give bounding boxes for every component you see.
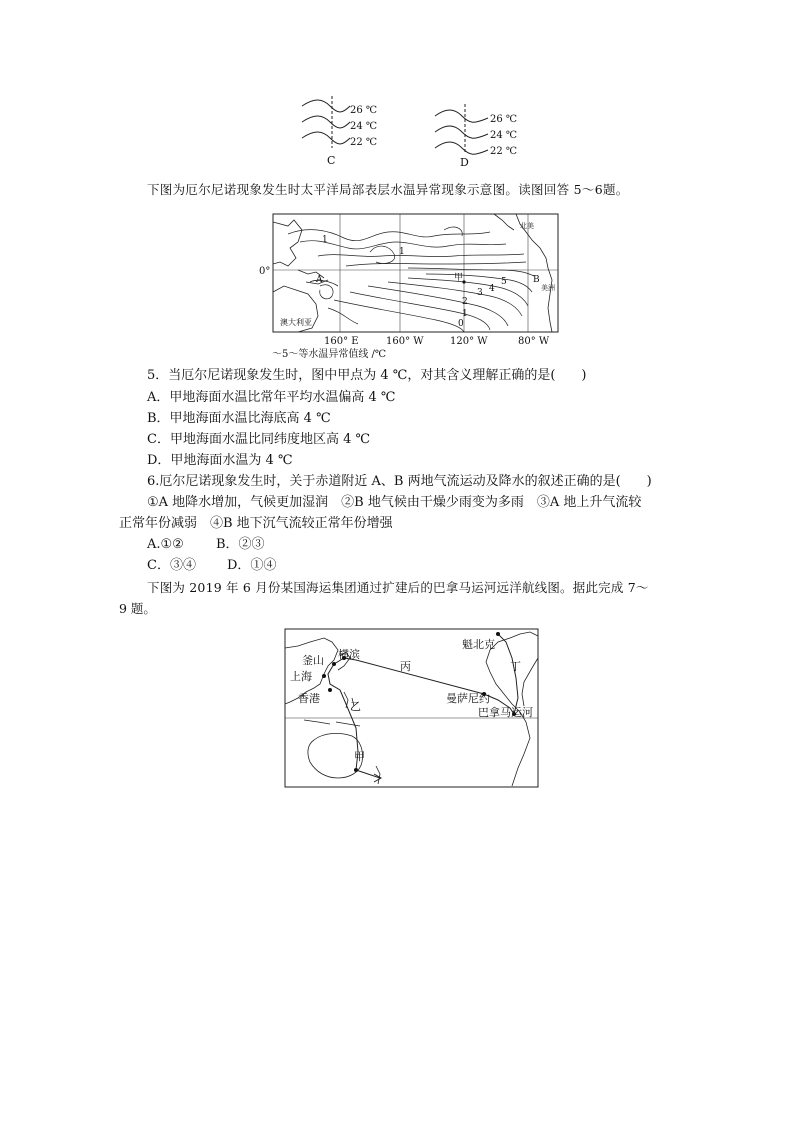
q5-stem: 5．当厄尔尼诺现象发生时，图中甲点为 4 ℃，对其含义理解正确的是( ): [147, 368, 587, 383]
c-temp-22: 22 ℃: [350, 137, 378, 148]
contour-label-4: 4: [489, 284, 495, 294]
q6-statements-1: ①A 地降水增加，气候更加湿润 ②B 地气候由干燥少雨变为多雨 ③A 地上升气流较: [147, 495, 642, 510]
label-ding: 丁: [510, 660, 521, 673]
q5-option-b: B．甲地海面水温比海底高 4 ℃: [147, 411, 331, 426]
q5-option-c: C．甲地海面水温比同纬度地区高 4 ℃: [147, 432, 371, 447]
map1-legend: ～5～等水温异常值线 /℃: [272, 349, 387, 358]
contour-label-3: 3: [477, 288, 483, 298]
label-quebec: 魁北克: [462, 638, 495, 651]
point-a-label: A: [316, 275, 323, 285]
quebec-dot: [496, 632, 500, 636]
d-isotherm-22: [435, 142, 488, 154]
q6-option-c: C．③④: [147, 558, 196, 573]
lon-80w: 80° W: [518, 336, 550, 347]
hongkong-dot: [328, 688, 332, 692]
jia-label: 甲: [454, 273, 464, 283]
label-bing: 丙: [400, 660, 411, 673]
map-el-nino: [258, 212, 568, 358]
america-label: 美洲: [541, 284, 555, 292]
d-isotherm-24: [435, 126, 488, 138]
map-shipping-route: [284, 628, 540, 790]
contour-label-2: 2: [462, 297, 468, 307]
contour-label-1c: 1: [462, 309, 468, 319]
q6-stem: 6.厄尔尼诺现象发生时，关于赤道附近 A、B 两地气流运动及降水的叙述正确的是( ): [147, 474, 652, 489]
c-temp-26: 26 ℃: [350, 105, 378, 116]
label-busan: 釜山: [302, 654, 324, 667]
q6-statements-2: 正常年份减弱 ④B 地下沉气流较正常年份增强: [119, 516, 393, 531]
q6-option-d: D．①④: [227, 558, 277, 573]
australia-label: 澳大利亚: [280, 318, 312, 327]
q5-option-d: D．甲地海面水温为 4 ℃: [147, 453, 293, 468]
q5-option-a: A．甲地海面水温比常年平均水温偏高 4 ℃: [147, 390, 396, 405]
contour-label-1b: 1: [399, 247, 405, 257]
lon-160w: 160° W: [386, 336, 424, 347]
q6-option-b: B．②③: [216, 537, 265, 552]
d-temp-26: 26 ℃: [490, 114, 518, 125]
contour-label-5: 5: [501, 277, 507, 287]
contour-label-0: 0: [458, 319, 464, 329]
label-yi: 乙: [350, 700, 361, 713]
figure-cd: [290, 96, 540, 168]
label-panama: 巴拿马运河: [478, 706, 533, 719]
c-temp-24: 24 ℃: [350, 121, 378, 132]
jia-dot: [354, 768, 358, 772]
intro-7-9-line2: 9 题。: [119, 601, 156, 616]
d-temp-24: 24 ℃: [490, 130, 518, 141]
label-yokohama: 横滨: [338, 648, 360, 661]
intro-7-9-line1: 下图为 2019 年 6 月份某国海运集团通过扩建后的巴拿马运河远洋航线图。据此完成 7～: [147, 580, 649, 595]
label-jia: 甲: [354, 750, 365, 763]
north-america-label: 北美: [520, 222, 534, 230]
q6-option-a: A.①②: [147, 537, 184, 552]
equator-label: 0°: [259, 266, 271, 277]
busan-dot: [332, 662, 336, 666]
shanghai-dot: [322, 674, 326, 678]
lon-120w: 120° W: [450, 336, 488, 347]
label-hongkong: 香港: [298, 692, 320, 705]
d-isotherm-26: [435, 110, 488, 122]
c-label: C: [327, 154, 336, 167]
label-shanghai: 上海: [290, 670, 312, 683]
d-label: D: [460, 156, 469, 168]
c-isotherm-24: [302, 116, 350, 128]
contour-label-1a: 1: [322, 235, 328, 245]
d-temp-22: 22 ℃: [490, 146, 518, 157]
intro-5-6: 下图为厄尔尼诺现象发生时太平洋局部表层水温异常现象示意图。读图回答 5～6题。: [147, 182, 629, 197]
lon-160e: 160° E: [324, 336, 359, 347]
label-manzanillo: 曼萨尼约: [446, 692, 490, 705]
c-isotherm-26: [302, 100, 350, 112]
c-isotherm-22: [302, 132, 350, 144]
point-b-label: B: [533, 275, 540, 285]
